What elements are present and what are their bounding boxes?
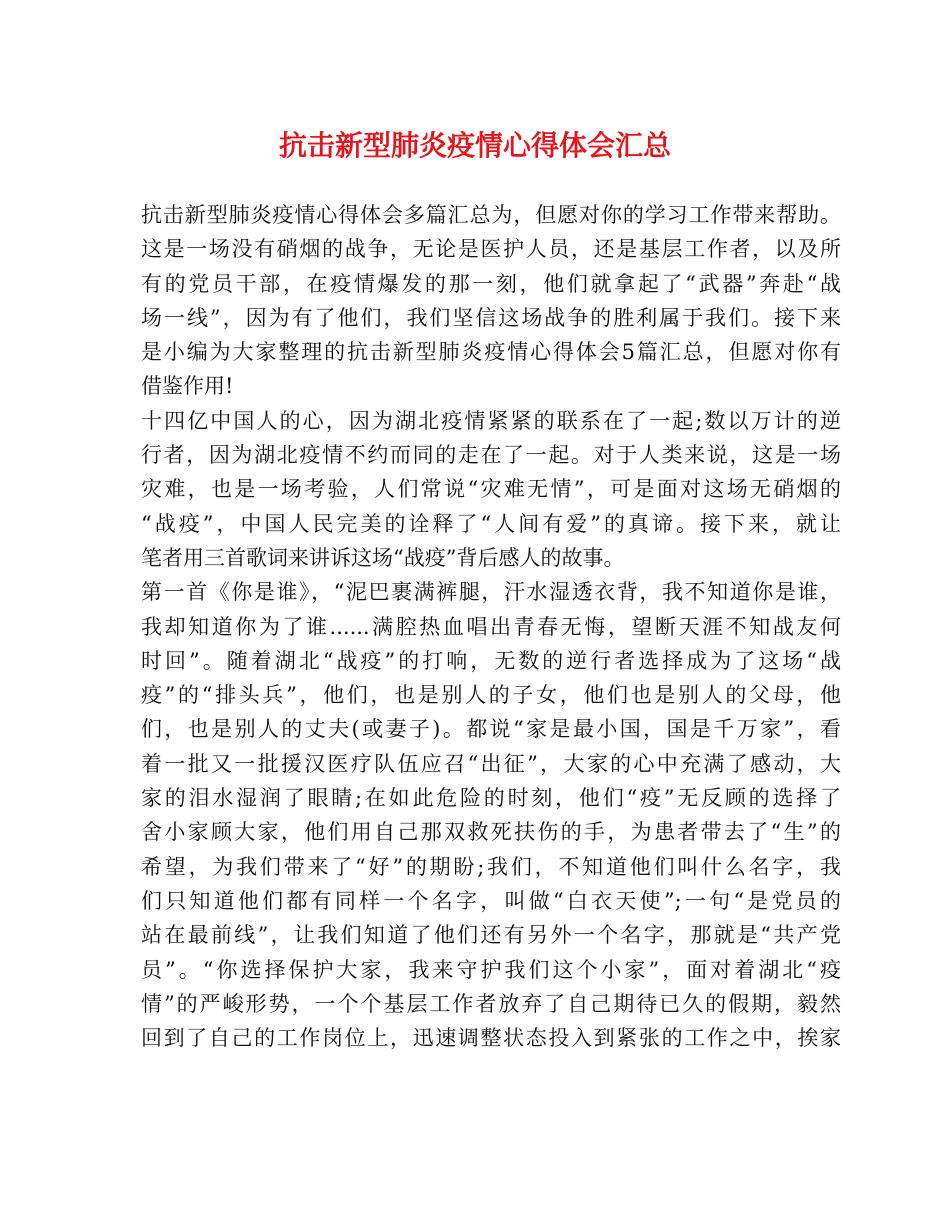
body-text-line: 灾难，也是一场考验，人们常说“灾难无情”，可是面对这场无硝烟的 bbox=[141, 477, 841, 502]
body-text-line: 第一首《你是谁》，“泥巴裹满裤腿，汗水湿透衣背，我不知道你是谁， bbox=[141, 580, 841, 605]
body-text-line: 情”的严峻形势，一个个基层工作者放弃了自己期待已久的假期，毅然 bbox=[141, 991, 841, 1016]
body-text-line: 这是一场没有硝烟的战争，无论是医护人员，还是基层工作者，以及所 bbox=[141, 237, 841, 262]
body-text-line: 有的党员干部，在疫情爆发的那一刻，他们就拿起了“武器”奔赴“战 bbox=[141, 271, 841, 296]
body-text-line: 家的泪水湿润了眼睛;在如此危险的时刻，他们“疫”无反顾的选择了 bbox=[141, 786, 841, 811]
body-text-line: 员”。“你选择保护大家，我来守护我们这个小家”，面对着湖北“疫 bbox=[141, 957, 841, 982]
body-text-line: 着一批又一批援汉医疗队伍应召“出征”，大家的心中充满了感动，大 bbox=[141, 751, 841, 776]
body-text-line: 站在最前线”，让我们知道了他们还有另外一个名字，那就是“共产党 bbox=[141, 923, 841, 948]
body-text-line: 是小编为大家整理的抗击新型肺炎疫情心得体会5篇汇总，但愿对你有 bbox=[141, 340, 841, 365]
body-text-line: “战疫”，中国人民完美的诠释了“人间有爱”的真谛。接下来，就让 bbox=[141, 511, 841, 536]
body-text-line: 们只知道他们都有同样一个名字，叫做“白衣天使”;一句“是党员的 bbox=[141, 888, 841, 913]
body-text-line: 疫”的“排头兵”，他们，也是别人的子女，他们也是别人的父母，他 bbox=[141, 683, 841, 708]
body-text-line: 们，也是别人的丈夫(或妻子)。都说“家是最小国，国是千万家”，看 bbox=[141, 717, 841, 742]
body-text-line: 希望，为我们带来了“好”的期盼;我们，不知道他们叫什么名字，我 bbox=[141, 854, 841, 879]
body-text-line: 回到了自己的工作岗位上，迅速调整状态投入到紧张的工作之中，挨家 bbox=[141, 1026, 841, 1051]
body-text-line: 我却知道你为了谁......满腔热血唱出青春无悔，望断天涯不知战友何 bbox=[141, 614, 841, 639]
body-text-line: 笔者用三首歌词来讲诉这场“战疫”背后感人的故事。 bbox=[141, 545, 625, 570]
document-body bbox=[141, 198, 841, 1055]
body-text-line: 借鉴作用! bbox=[141, 374, 234, 399]
body-text-line: 行者，因为湖北疫情不约而同的走在了一起。对于人类来说，这是一场 bbox=[141, 443, 841, 468]
body-text-line: 舍小家顾大家，他们用自己那双救死扶伤的手，为患者带去了“生”的 bbox=[141, 820, 841, 845]
body-text-line: 场一线”，因为有了他们，我们坚信这场战争的胜利属于我们。接下来 bbox=[141, 305, 841, 330]
body-text-line: 时回”。随着湖北“战疫”的打响，无数的逆行者选择成为了这场“战 bbox=[141, 648, 841, 673]
document-title: 抗击新型肺炎疫情心得体会汇总 bbox=[278, 129, 671, 162]
body-text-line: 抗击新型肺炎疫情心得体会多篇汇总为，但愿对你的学习工作带来帮助。 bbox=[141, 203, 841, 227]
body-text-line: 十四亿中国人的心，因为湖北疫情紧紧的联系在了一起;数以万计的逆 bbox=[141, 408, 841, 433]
